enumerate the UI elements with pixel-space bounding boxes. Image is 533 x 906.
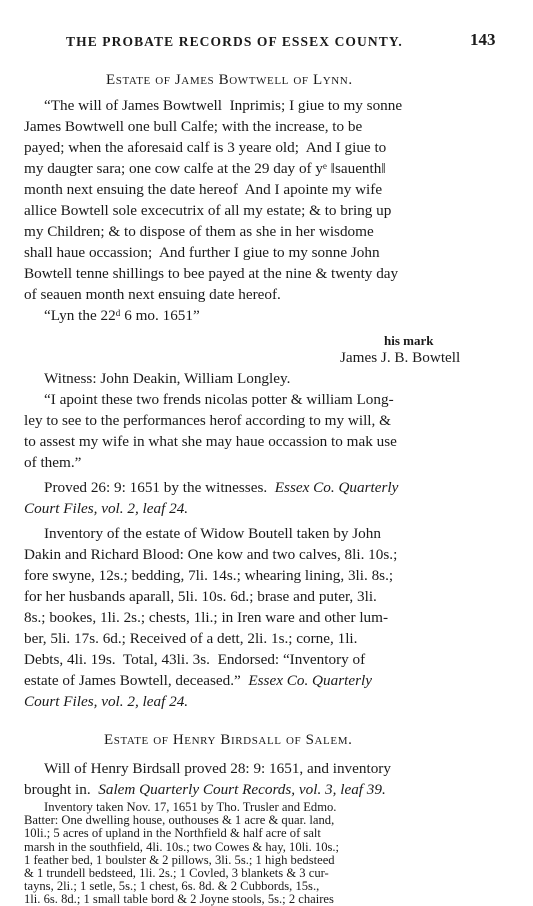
inventory-line: tayns, 2li.; 1 setle, 5s.; 1 chest, 6s. 8d. & 2 Cubbords, 15s.,: [24, 879, 320, 894]
will-proved-text: brought in.: [24, 781, 91, 798]
will-line: month next ensuing the date hereof And I apointe my wife: [24, 181, 383, 198]
inventory-line: Inventory of the estate of Widow Boutell taken by John: [44, 525, 381, 542]
will-line: allice Bowtell sole excecutrix of all my estate; & to bring up: [24, 202, 392, 219]
inventory-citation: Essex Co. Quarterly: [248, 672, 372, 689]
proved-line: [44, 479, 398, 497]
inventory-line: 10li.; 5 acres of upland in the Northfield & half acre of salt: [24, 826, 321, 841]
section-heading-birdsall: Estate of Henry Birdsall of Salem.: [104, 732, 353, 748]
page-number: 143: [470, 30, 496, 49]
inventory-line-with-citation: [24, 672, 372, 690]
inventory-line: 1 feather bed, 1 boulster & 2 pillows, 3li. 5s.; 1 high bedsteed: [24, 852, 335, 867]
inventory-line: for her husbands aparall, 5li. 10s. 6d.; brase and puter, 3li.: [24, 588, 377, 605]
proved-text: Proved 26: 9: 1651 by the witnesses.: [44, 479, 268, 496]
inventory-line: marsh in the southfield, 4li. 10s.; two Cowes & hay, 10li. 10s.;: [24, 839, 340, 854]
inventory-line: 1li. 6s. 8d.; 1 small table bord & 2 Joyne stools, 5s.; 2 chaires: [24, 892, 334, 906]
appoint-line: ley to see to the performances herof according to my will, &: [24, 412, 391, 429]
inventory-citation-cont: Court Files, vol. 2, leaf 24.: [24, 693, 189, 710]
will-line: of seauen month next ensuing date hereof.: [24, 286, 281, 303]
will-date: “Lyn the 22ᵈ 6 mo. 1651”: [44, 307, 200, 324]
section-heading-bowtwell: Estate of James Bowtwell of Lynn.: [106, 72, 353, 88]
inventory-line: 8s.; bookes, 1li. 2s.; chests, 1li.; in Iren ware and other lum-: [24, 609, 389, 626]
will-line: Bowtell tenne shillings to bee payed at the nine & twenty day: [24, 265, 399, 282]
will-citation: Salem Quarterly Court Records, vol. 3, leaf 39.: [98, 781, 386, 798]
testator-signature: James J. B. Bowtell: [340, 349, 461, 366]
will-line: “The will of James Bowtwell Inprimis; I giue to my sonne: [44, 97, 403, 114]
inventory-line: ber, 5li. 17s. 6d.; Received of a dett, 2li. 1s.; corne, 1li.: [24, 630, 358, 647]
proved-citation: Essex Co. Quarterly: [274, 479, 399, 496]
running-head: THE PROBATE RECORDS OF ESSEX COUNTY.: [66, 34, 403, 49]
inventory-line: Inventory taken Nov. 17, 1651 by Tho. Trusler and Edmo.: [44, 800, 337, 814]
appoint-line: “I apoint these two frends nicolas potter & william Long-: [44, 391, 394, 408]
proved-citation-cont: Court Files, vol. 2, leaf 24.: [24, 500, 189, 517]
inventory-line: Batter: One dwelling house, outhouses & 1 acre & quar. land,: [24, 813, 335, 828]
inventory-line: Debts, 4li. 19s. Total, 43li. 3s. Endorsed: “Inventory of: [24, 651, 366, 668]
will-line: my Children; & to dispose of them as she in her wisdome: [24, 223, 374, 240]
appoint-line: of them.”: [24, 454, 82, 471]
will-proved-line: Will of Henry Birdsall proved 28: 9: 1651, and inventory: [44, 760, 391, 777]
will-line: James Bowtwell one bull Calfe; with the increase, to be: [24, 118, 363, 135]
appoint-line: to assest my wife in what she may haue occassion to mak use: [24, 433, 397, 450]
will-line: shall haue occassion; And further I giue to my sonne John: [24, 244, 380, 261]
inventory-line: fore swyne, 12s.; bedding, 7li. 14s.; whearing lining, 3li. 8s.;: [24, 567, 394, 584]
inventory-text: estate of James Bowtell, deceased.”: [24, 672, 241, 689]
his-mark-label: his mark: [384, 333, 434, 348]
will-line: payed; when the aforesaid calf is 3 yeare old; And I giue to: [24, 139, 387, 156]
will-proved-line-cont: [24, 781, 386, 799]
will-line: my daugter sara; one cow calfe at the 29 day of yᵉ ‖sauenth‖: [24, 160, 386, 177]
witnesses: Witness: John Deakin, William Longley.: [44, 370, 291, 387]
inventory-line: Dakin and Richard Blood: One kow and two calves, 8li. 10s.;: [24, 546, 398, 563]
inventory-line: & 1 trundell bedsteed, 1li. 2s.; 1 Covled, 3 blankets & 3 cur-: [24, 866, 329, 880]
